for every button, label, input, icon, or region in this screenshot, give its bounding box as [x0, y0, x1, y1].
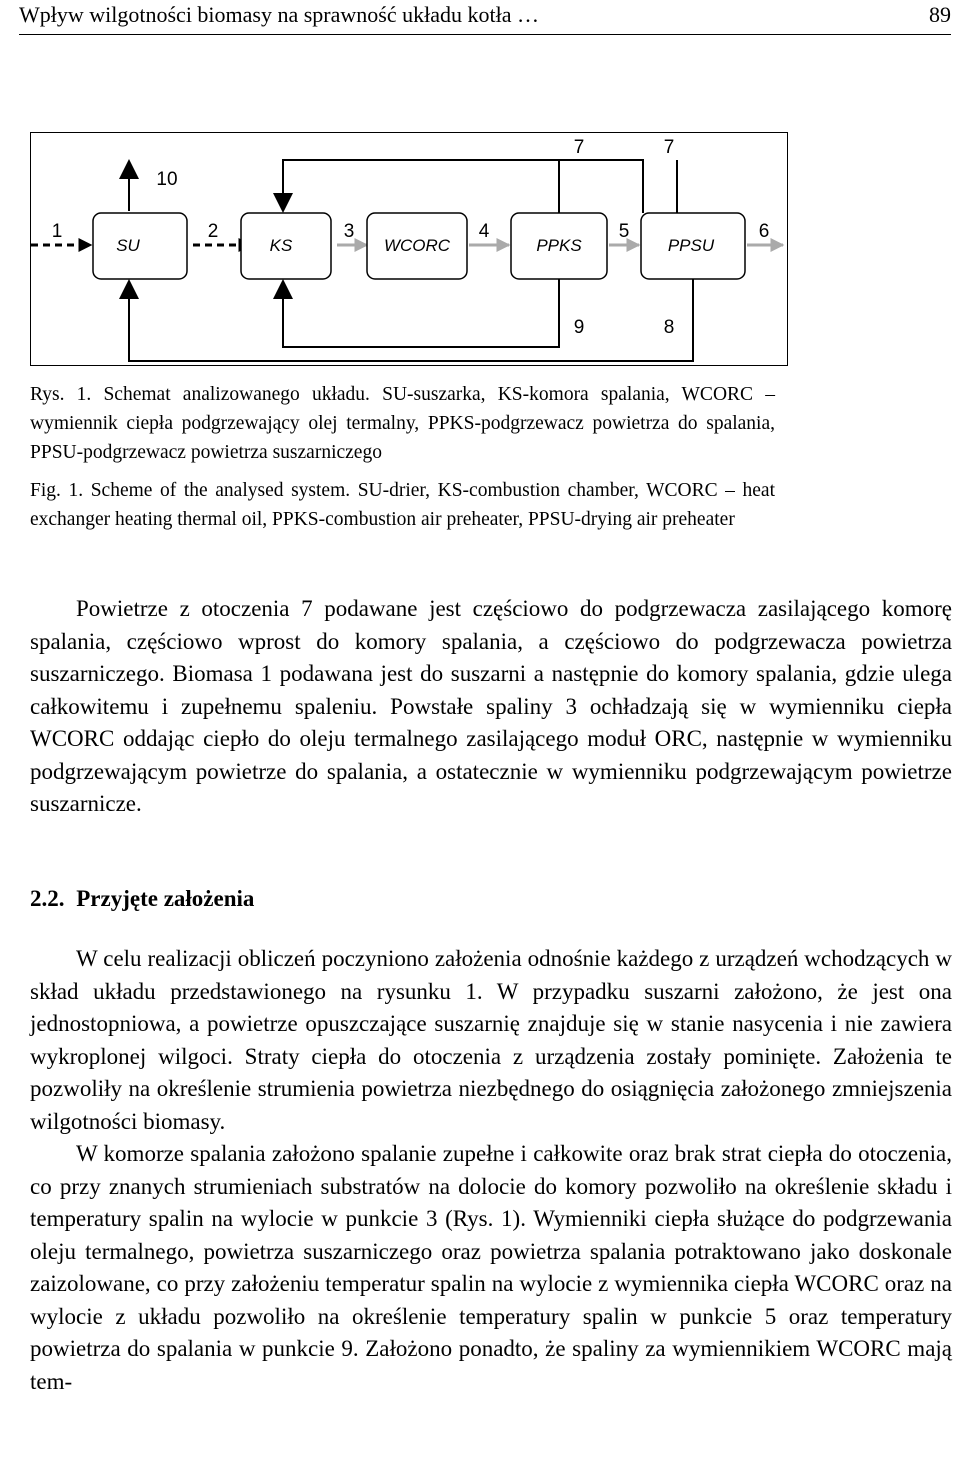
section-number: 2.2.: [30, 886, 65, 911]
paragraph: Powietrze z otoczenia 7 podawane jest częściowo do podgrzewacza zasilającego komorę spalania, częściowo wprost do komory spalania, a częściowo do podgrzewacza powietrza suszarniczego. Biomasa 1 podawana jest do suszarni a następnie do komory spalania, gdzie ulega całkowitemu i zupełnemu spaleniu. Powstałe spaliny 3 ochładzają się w wymienniku ciepła WCORC oddając ciepło do oleju termalnego zasilającego moduł ORC, następnie w wymienniku podgrzewającym powietrze do spalania, a ostatecznie w wymienniku podgrzewającym powietrze suszarnicze.: [30, 596, 952, 816]
stream-label-7b: 7: [663, 137, 675, 158]
body-section-assumptions: [30, 943, 952, 1398]
body-section-intro: [30, 593, 952, 821]
stream-label-9: 9: [573, 317, 585, 338]
paragraph: W komorze spalania założono spalanie zupełne i całkowite oraz brak strat ciepła do otoczenia, co przy znanych strumieniach substratów na dolocie do komory pozwoliło na określenie składu i temperatury spalin na wylocie w punkcie 3 (Rys. 1). Wymienniki ciepła służące do podgrzewania oleju termalnego, powietrza suszarniczego oraz powietrza spalania potraktowano jako doskonale zaizolowane, co przy założeniu temperatur spalin na wylocie z wymiennika ciepła WCORC oraz na wylocie z układu pozwoliło na określenie temperatury spalin w punkcie 5 oraz temperatury powietrza do spalania w punkcie 9. Założono ponadto, że spaliny za wymiennikiem WCORC mają tem-: [30, 1141, 952, 1394]
stream-9-line-to-ks: [283, 279, 559, 347]
system-scheme-figure: [30, 132, 788, 366]
block-ppks-label: PPKS: [536, 236, 582, 255]
stream-label-5: 5: [618, 221, 630, 242]
stream-label-1: 1: [51, 221, 63, 242]
block-wcorc-label: WCORC: [383, 236, 451, 255]
stream-label-10: 10: [156, 169, 178, 190]
section-title: Przyjęte założenia: [76, 886, 255, 911]
section-heading: [30, 886, 254, 912]
stream-label-4: 4: [478, 221, 490, 242]
stream-label-6: 6: [758, 221, 770, 242]
stream-label-2: 2: [207, 221, 219, 242]
block-ppsu-label: PPSU: [667, 236, 715, 255]
system-scheme-diagram: [31, 133, 789, 367]
stream-label-8: 8: [663, 317, 675, 338]
figure-caption-english: Fig. 1. Scheme of the analysed system. SU-drier, KS-combustion chamber, WCORC – heat exchanger heating thermal oil, PPKS-combustion air preheater, PPSU-drying air preheater: [30, 480, 775, 530]
block-su-label: SU: [116, 236, 140, 255]
running-title: Wpływ wilgotności biomasy na sprawność układu kotła …: [19, 2, 539, 27]
stream-8-line-to-su: [129, 279, 693, 361]
figure-caption-polish: Rys. 1. Schemat analizowanego układu. SU-suszarka, KS-komora spalania, WCORC – wymiennik ciepła podgrzewający olej termalny, PPKS-podgrzewacz powietrza do spalania, PPSU-podgrzewacz powietrza suszarniczego: [30, 384, 775, 463]
stream-7-line-to-ks: [283, 160, 643, 213]
block-ks-label: KS: [269, 236, 293, 255]
stream-label-7a: 7: [573, 137, 585, 158]
paragraph: W celu realizacji obliczeń poczyniono założenia odnośnie każdego z urządzeń wchodzących w skład układu przedstawionego na rysunku 1. W przypadku suszarni założono, że jest ona jednostopniowa, a powietrze opuszczające suszarnię znajduje się w stanie nasycenia i nie zawiera wykroplonej wilgoci. Straty ciepła do otoczenia z urządzenia zostały pominięte. Założenia te pozwoliły na określenie strumienia powietrza niezbędnego do osiągnięcia założonego zmniejszenia wilgotności biomasy.: [30, 946, 952, 1134]
stream-label-3: 3: [343, 221, 355, 242]
running-header: [19, 0, 951, 35]
block-su: [93, 213, 187, 279]
page-number: 89: [929, 2, 951, 27]
